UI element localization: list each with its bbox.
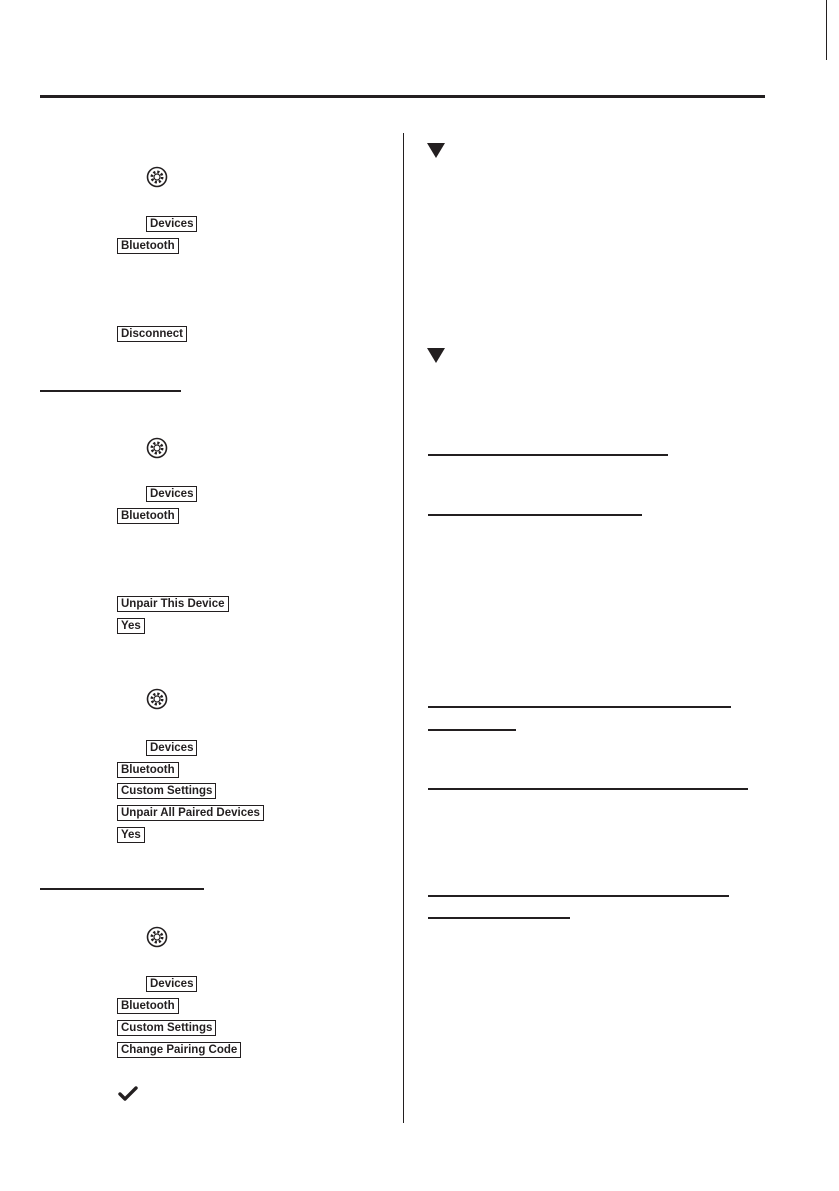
heading-rule [428, 514, 642, 516]
unpair-this-device-button[interactable]: Unpair This Device [117, 596, 229, 612]
bluetooth-button[interactable]: Bluetooth [117, 998, 179, 1014]
down-triangle-icon [427, 348, 445, 363]
bluetooth-button[interactable]: Bluetooth [117, 508, 179, 524]
bluetooth-button[interactable]: Bluetooth [117, 762, 179, 778]
disconnect-button[interactable]: Disconnect [117, 326, 187, 342]
unpair-all-paired-devices-button[interactable]: Unpair All Paired Devices [117, 805, 264, 821]
section-heading-rule [40, 888, 204, 890]
gear-icon [146, 926, 168, 948]
column-divider [403, 133, 404, 1123]
gear-icon [146, 166, 168, 188]
heading-rule [428, 454, 668, 456]
heading-rule [428, 917, 570, 919]
change-pairing-code-button[interactable]: Change Pairing Code [117, 1042, 241, 1058]
gear-icon [146, 437, 168, 459]
yes-button[interactable]: Yes [117, 827, 145, 843]
custom-settings-button[interactable]: Custom Settings [117, 783, 216, 799]
bluetooth-button[interactable]: Bluetooth [117, 238, 179, 254]
checkmark-icon [118, 1086, 138, 1102]
heading-rule [428, 729, 516, 731]
devices-button[interactable]: Devices [146, 486, 197, 502]
heading-rule [428, 706, 731, 708]
section-heading-rule [40, 390, 181, 392]
page-edge-mark [826, 0, 827, 60]
custom-settings-button[interactable]: Custom Settings [117, 1020, 216, 1036]
heading-rule [428, 788, 748, 790]
heading-rule [428, 895, 729, 897]
header-rule [40, 95, 765, 98]
devices-button[interactable]: Devices [146, 976, 197, 992]
devices-button[interactable]: Devices [146, 216, 197, 232]
yes-button[interactable]: Yes [117, 618, 145, 634]
gear-icon [146, 688, 168, 710]
down-triangle-icon [427, 143, 445, 158]
devices-button[interactable]: Devices [146, 740, 197, 756]
